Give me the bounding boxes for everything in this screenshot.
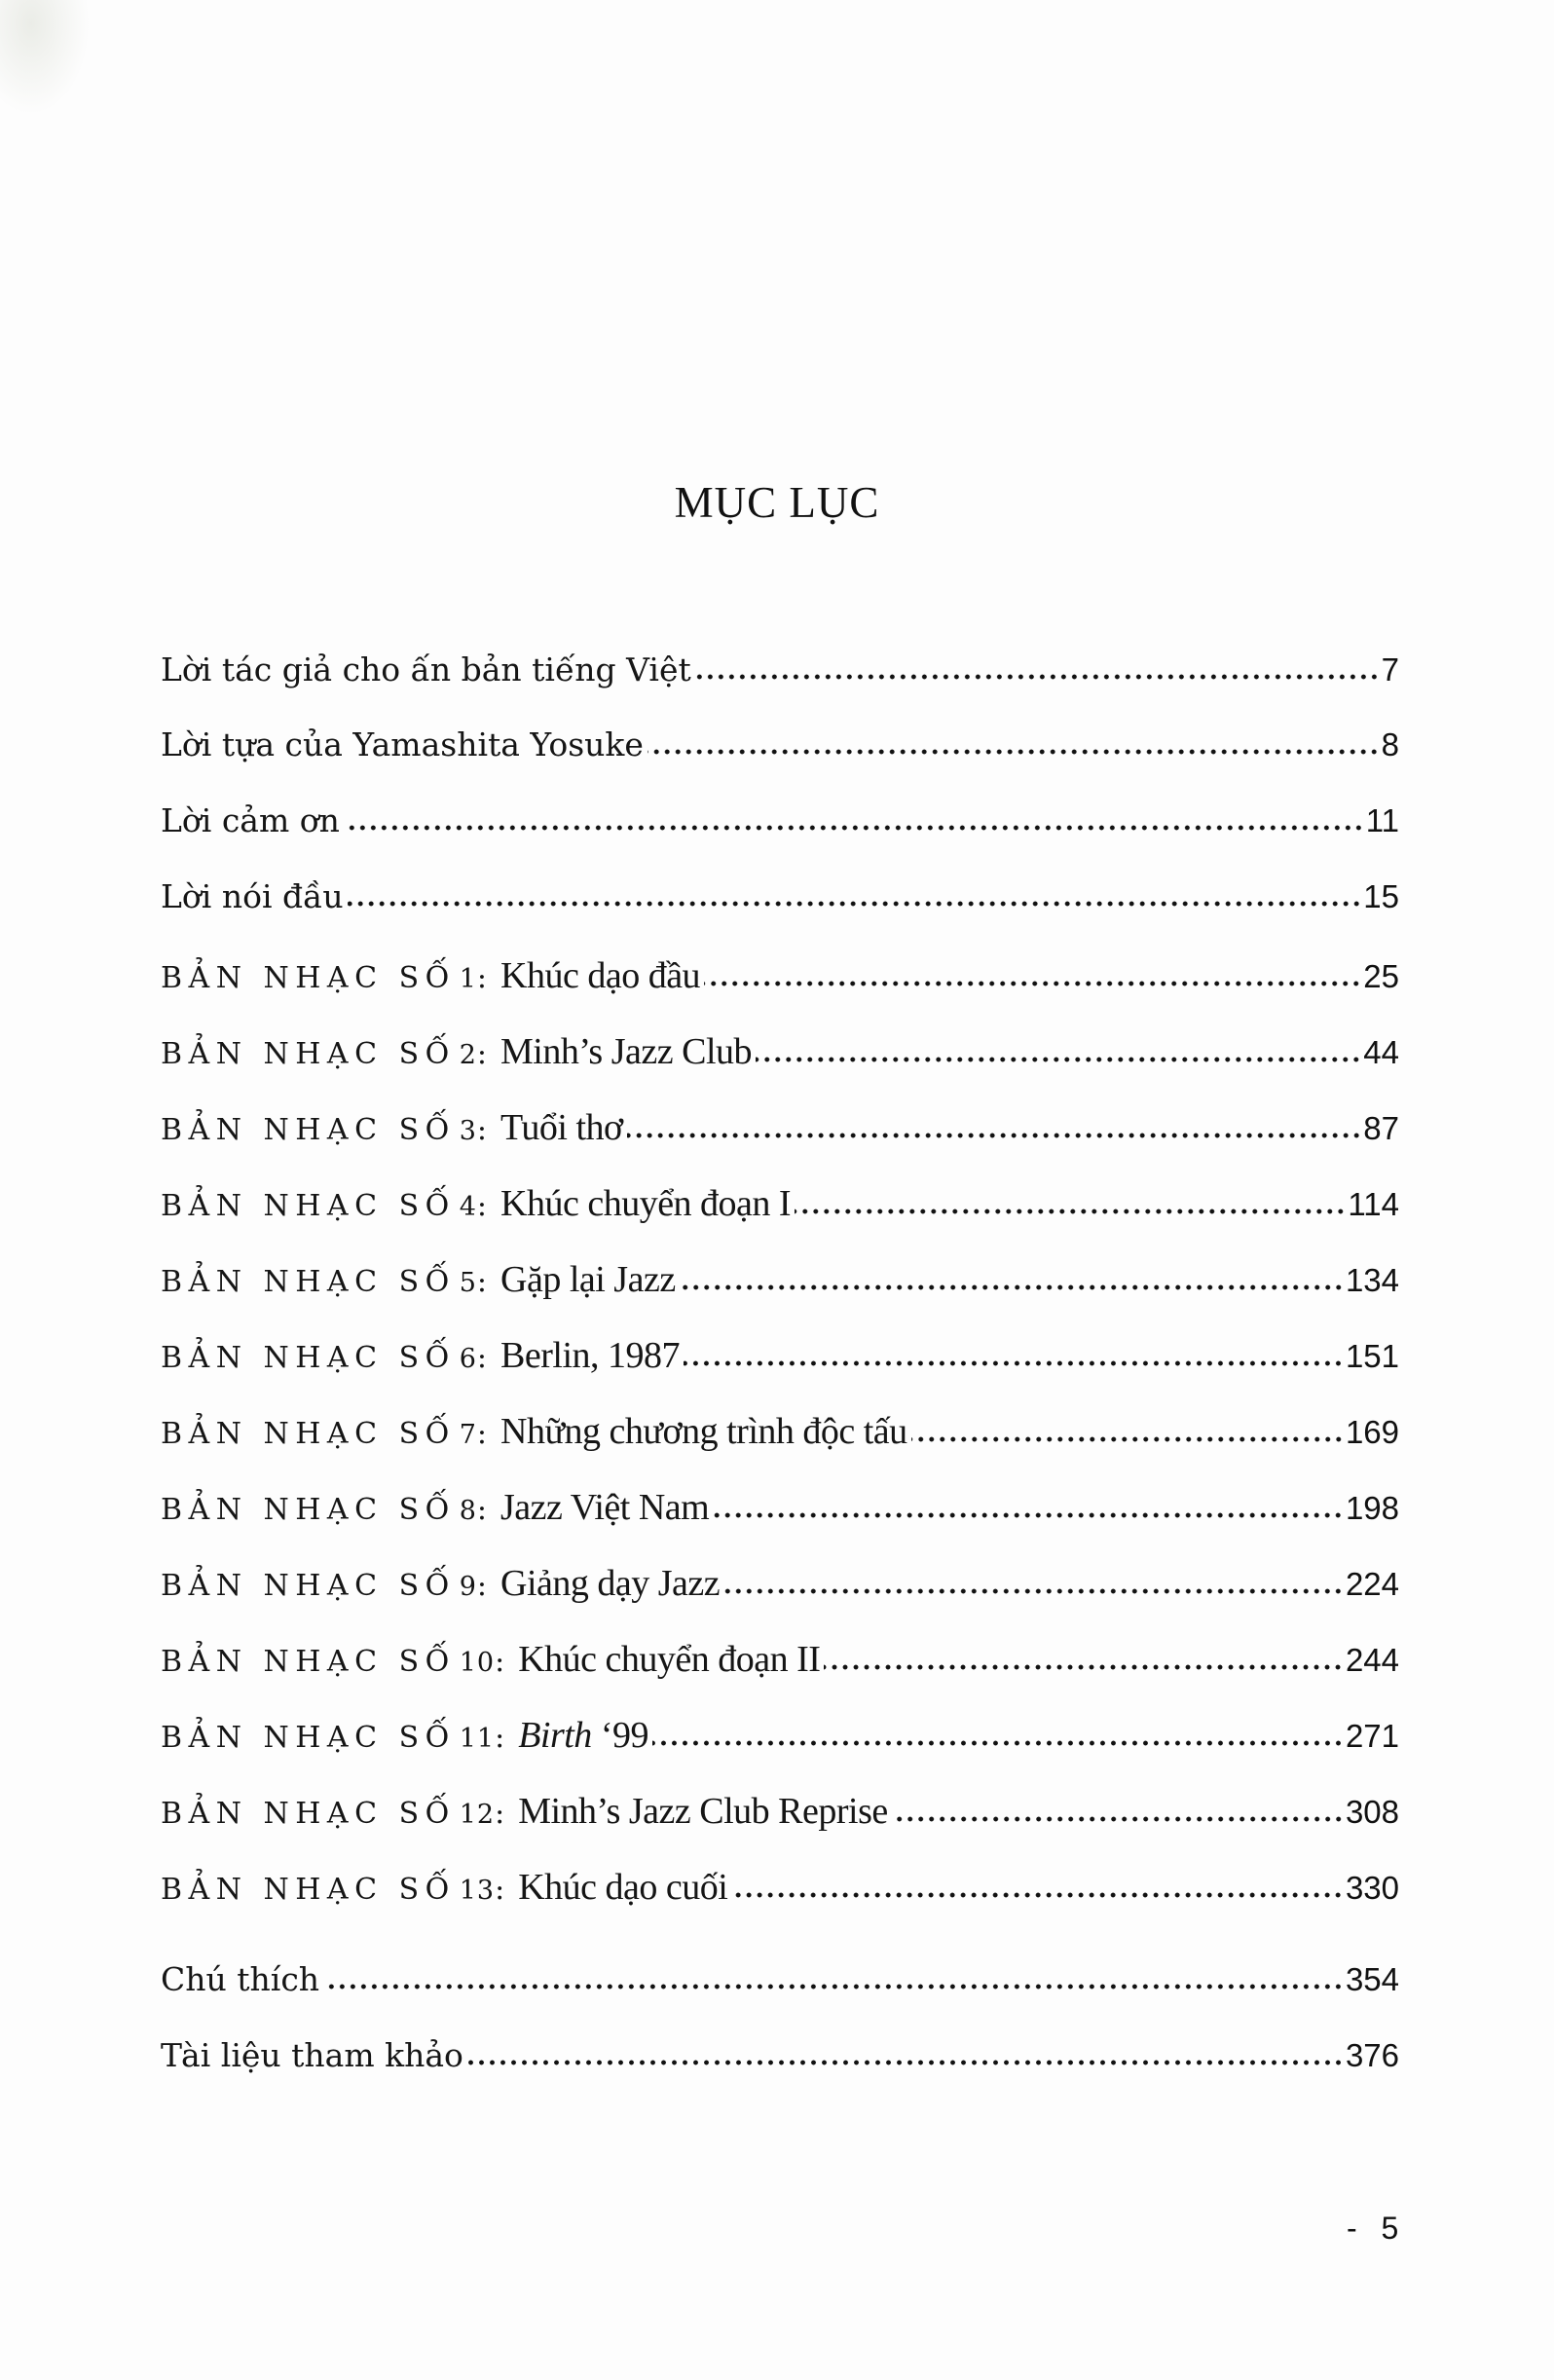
entry-label: Lời tác giả cho ấn bản tiếng Việt [161,651,691,688]
chapter-title: Minh’s Jazz Club Reprise [518,1791,888,1832]
chapter-number: 9 [459,1572,477,1602]
entry-page-number: 25 [1363,958,1399,994]
entry-page-number: 224 [1345,1566,1399,1602]
chapter-title: Jazz Việt Nam [500,1487,710,1528]
chapter-colon: : [495,1645,505,1679]
toc-entry-chapter-5[interactable] [161,1258,1399,1307]
chapter-prefix: BẢN NHẠC SỐ [161,1797,456,1831]
entry-label: Lời cảm ơn [161,801,340,839]
toc-entry-front-2[interactable] [161,725,1399,774]
chapter-prefix: BẢN NHẠC SỐ [161,1265,456,1299]
chapter-title: Những chương trình độc tấu [500,1411,907,1452]
chapter-number: 1 [459,964,477,994]
entry-label: Lời nói đầu [161,877,344,915]
toc-entry-back-2[interactable] [161,2036,1399,2085]
dot-leader [348,900,1362,908]
toc-entry-chapter-4[interactable] [161,1182,1399,1231]
chapter-title-suffix: ‘99 [591,1715,648,1756]
toc-entry-chapter-6[interactable] [161,1334,1399,1383]
chapter-number: 3 [459,1116,477,1146]
chapter-prefix: BẢN NHẠC SỐ [161,1569,456,1603]
entry-page-number: 271 [1345,1718,1399,1754]
chapter-colon: : [476,1341,488,1375]
chapter-number: 10 [459,1648,496,1678]
dot-leader [627,1132,1362,1139]
chapter-number: 2 [459,1040,477,1070]
chapter-prefix: BẢN NHẠC SỐ [161,1493,456,1527]
chapter-title: Khúc dạo cuối [518,1867,728,1908]
entry-page-number: 354 [1345,1961,1399,1997]
chapter-number: 4 [459,1192,477,1222]
chapter-title: Giảng dạy Jazz [500,1563,721,1604]
dot-leader [704,980,1361,987]
entry-page-number: 11 [1365,802,1399,838]
toc-entry-chapter-1[interactable] [161,954,1399,1003]
chapter-title: Gặp lại Jazz [500,1259,676,1300]
chapter-title-italic: Birth [518,1715,592,1756]
chapter-number: 5 [459,1268,477,1298]
chapter-title: Khúc dạo đầu [500,955,701,996]
chapter-prefix: BẢN NHẠC SỐ [161,1645,456,1679]
dot-leader [713,1511,1344,1519]
chapter-colon: : [476,1569,488,1603]
dot-leader [323,1983,1344,1990]
entry-page-number: 151 [1345,1338,1399,1374]
dot-leader [680,1283,1344,1291]
entry-page-number: 244 [1345,1642,1399,1678]
chapter-prefix: BẢN NHẠC SỐ [161,1721,456,1755]
entry-label: Tài liệu tham khảo [161,2036,463,2074]
chapter-prefix: BẢN NHẠC SỐ [161,1341,456,1375]
toc-entry-chapter-3[interactable] [161,1106,1399,1155]
chapter-prefix: BẢN NHẠC SỐ [161,961,456,995]
dot-leader [695,673,1380,681]
toc-entry-chapter-9[interactable] [161,1562,1399,1611]
chapter-number: 8 [459,1496,477,1526]
page-title: MỤC LỤC [674,478,880,527]
chapter-colon: : [476,1265,488,1299]
chapter-prefix: BẢN NHẠC SỐ [161,1189,456,1223]
chapter-title: Minh’s Jazz Club [500,1031,752,1072]
toc-entry-front-1[interactable] [161,651,1399,699]
toc-entry-front-4[interactable] [161,877,1399,926]
chapter-colon: : [495,1797,505,1831]
chapter-number: 7 [459,1420,477,1450]
chapter-colon: : [476,1189,488,1223]
dot-leader [756,1056,1361,1063]
dot-leader [344,824,1364,832]
chapter-title: Tuổi thơ [500,1107,623,1148]
entry-page-number: 134 [1345,1262,1399,1298]
chapter-colon: : [476,961,488,995]
entry-page-number: 114 [1348,1186,1399,1222]
toc-entry-chapter-10[interactable] [161,1638,1399,1687]
dot-leader [467,2059,1344,2066]
entry-page-number: 15 [1363,878,1399,914]
entry-page-number: 198 [1345,1490,1399,1526]
chapter-colon: : [476,1417,488,1451]
dot-leader [648,748,1380,756]
chapter-number: 12 [459,1800,496,1830]
chapter-colon: : [476,1493,488,1527]
chapter-prefix: BẢN NHẠC SỐ [161,1037,456,1071]
entry-page-number: 87 [1363,1110,1399,1146]
chapter-title: Khúc chuyển đoạn II [518,1639,821,1680]
entry-label: Chú thích [161,1960,320,1998]
chapter-number: 13 [459,1876,496,1906]
footer-dash: - [1347,2211,1357,2246]
entry-page-number: 308 [1345,1794,1399,1830]
entry-page-number: 7 [1381,651,1399,688]
dot-leader [731,1891,1344,1899]
chapter-prefix: BẢN NHẠC SỐ [161,1417,456,1451]
chapter-colon: : [476,1113,488,1147]
toc-entry-chapter-2[interactable] [161,1030,1399,1079]
entry-page-number: 44 [1363,1034,1399,1070]
chapter-colon: : [495,1721,505,1755]
entry-page-number: 330 [1345,1870,1399,1906]
page-footer [1347,2211,1398,2247]
chapter-prefix: BẢN NHẠC SỐ [161,1113,456,1147]
dot-leader [824,1663,1344,1671]
entry-label: Lời tựa của Yamashita Yosuke [161,725,644,763]
page-number: 5 [1381,2211,1399,2246]
entry-page-number: 169 [1345,1414,1399,1450]
toc-entry-chapter-11[interactable] [161,1714,1399,1763]
chapter-number: 6 [459,1344,477,1374]
chapter-title: Khúc chuyển đoạn I [500,1183,792,1224]
chapter-number: 11 [459,1724,496,1754]
chapter-colon: : [495,1873,505,1907]
toc-entry-chapter-13[interactable] [161,1866,1399,1915]
chapter-prefix: BẢN NHẠC SỐ [161,1873,456,1907]
toc-entry-front-3[interactable] [161,801,1399,850]
dot-leader [652,1739,1344,1747]
toc-entry-chapter-8[interactable] [161,1486,1399,1535]
chapter-title: Berlin, 1987 [500,1335,680,1376]
chapter-title [518,1714,648,1757]
chapter-colon: : [476,1037,488,1071]
dot-leader [795,1208,1346,1215]
dot-leader [684,1359,1344,1367]
dot-leader [911,1435,1344,1443]
toc-entry-back-1[interactable] [161,1960,1399,2009]
toc-entry-chapter-7[interactable] [161,1410,1399,1459]
dot-leader [723,1587,1344,1595]
dot-leader [892,1815,1344,1823]
toc-entry-chapter-12[interactable] [161,1790,1399,1839]
entry-page-number: 8 [1381,726,1399,762]
entry-page-number: 376 [1345,2037,1399,2073]
